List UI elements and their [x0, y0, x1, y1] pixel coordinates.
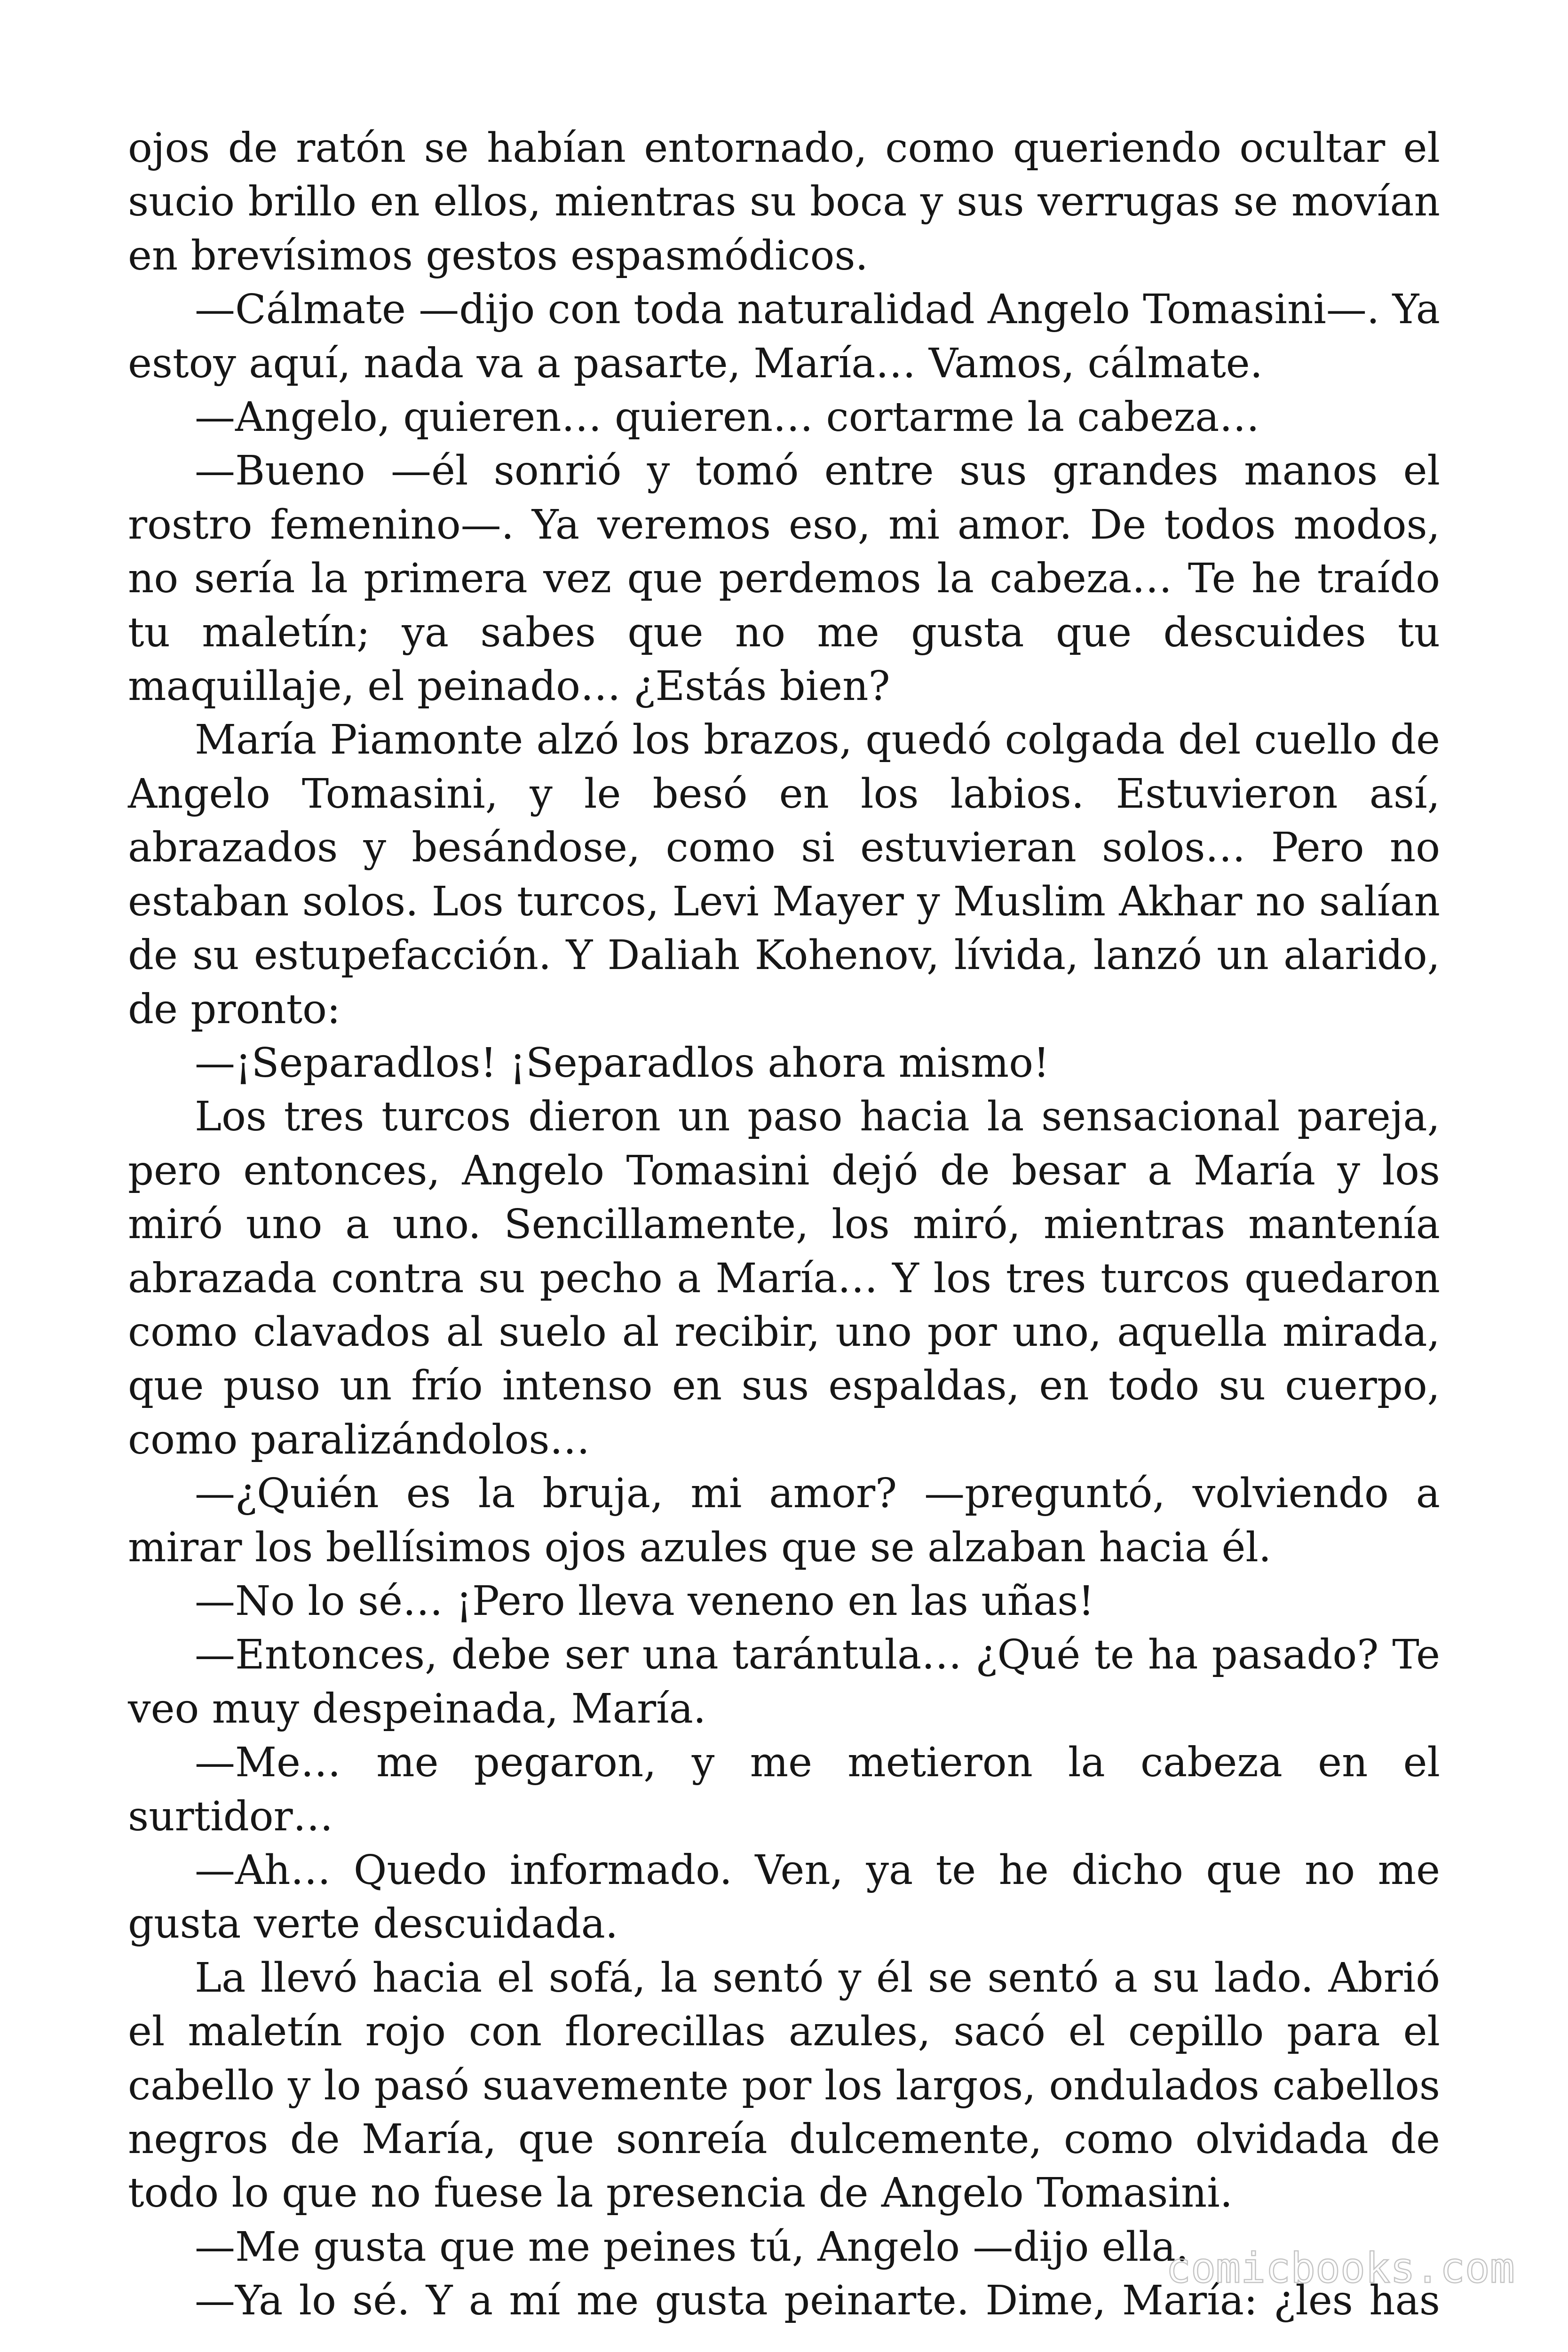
paragraph-10: —Entonces, debe ser una tarántula… ¿Qué te ha pasado? Te veo muy despeinada, María.	[128, 1631, 1440, 1732]
paragraph-13: La llevó hacia el sofá, la sentó y él se sentó a su lado. Abrió el maletín rojo con florecillas azules, sacó el cepillo para el cabello y lo pasó suavemente por los largos, ondulados cabellos negros de María, que sonreía dulcemente, como olvidada de todo lo que no fuese la presencia de Angelo Tomasini.	[128, 1954, 1440, 2217]
paragraph-8: —¿Quién es la bruja, mi amor? —preguntó, volviendo a mirar los bellísimos ojos azules que se alzaban hacia él.	[128, 1470, 1440, 1571]
paragraph-4: —Bueno —él sonrió y tomó entre sus grandes manos el rostro femenino—. Ya veremos eso, mi amor. De todos modos, no sería la primera vez que perdemos la cabeza… Te he traído tu maletín; ya sabes que no me gusta que descuides tu maquillaje, el peinado… ¿Estás bien?	[128, 447, 1440, 710]
paragraph-2: —Cálmate —dijo con toda naturalidad Angelo Tomasini—. Ya estoy aquí, nada va a pasarte, María… Vamos, cálmate.	[128, 286, 1440, 387]
watermark-text: comicbooks.com	[1166, 2244, 1515, 2292]
paragraph-1: ojos de ratón se habían entornado, como queriendo ocultar el sucio brillo en ellos, mientras su boca y sus verrugas se movían en brevísimos gestos espasmódicos.	[128, 125, 1440, 279]
paragraph-15: —Ya lo sé. Y a mí me gusta peinarte. Dime, María: ¿les has	[195, 2277, 1440, 2325]
page-body	[128, 121, 1440, 2328]
paragraph-9: —No lo sé… ¡Pero lleva veneno en las uñas!	[195, 1577, 1094, 1625]
paragraph-7: Los tres turcos dieron un paso hacia la sensacional pareja, pero entonces, Angelo Tomasini dejó de besar a María y los miró uno a uno. Sencillamente, los miró, mientras mantenía abrazada contra su pecho a María… Y los tres turcos quedaron como clavados al suelo al recibir, uno por uno, aquella mirada, que puso un frío intenso en sus espaldas, en todo su cuerpo, como paralizándolos…	[128, 1093, 1440, 1463]
watermark-logo	[1162, 2244, 1519, 2296]
paragraph-3: —Angelo, quieren… quieren… cortarme la cabeza…	[195, 394, 1260, 441]
paragraph-11: —Me… me pegaron, y me metieron la cabeza en el surtidor…	[128, 1739, 1440, 1840]
paragraph-12: —Ah… Quedo informado. Ven, ya te he dicho que no me gusta verte descuidada.	[128, 1847, 1440, 1948]
paragraph-5: María Piamonte alzó los brazos, quedó colgada del cuello de Angelo Tomasini, y le besó en los labios. Estuvieron así, abrazados y besándose, como si estuvieran solos… Pero no estaban solos. Los turcos, Levi Mayer y Muslim Akhar no salían de su estupefacción. Y Daliah Kohenov, lívida, lanzó un alarido, de pronto:	[128, 716, 1440, 1033]
paragraph-6: —¡Separadlos! ¡Separadlos ahora mismo!	[195, 1039, 1050, 1087]
paragraph-14: —Me gusta que me peines tú, Angelo —dijo ella.	[195, 2223, 1189, 2271]
